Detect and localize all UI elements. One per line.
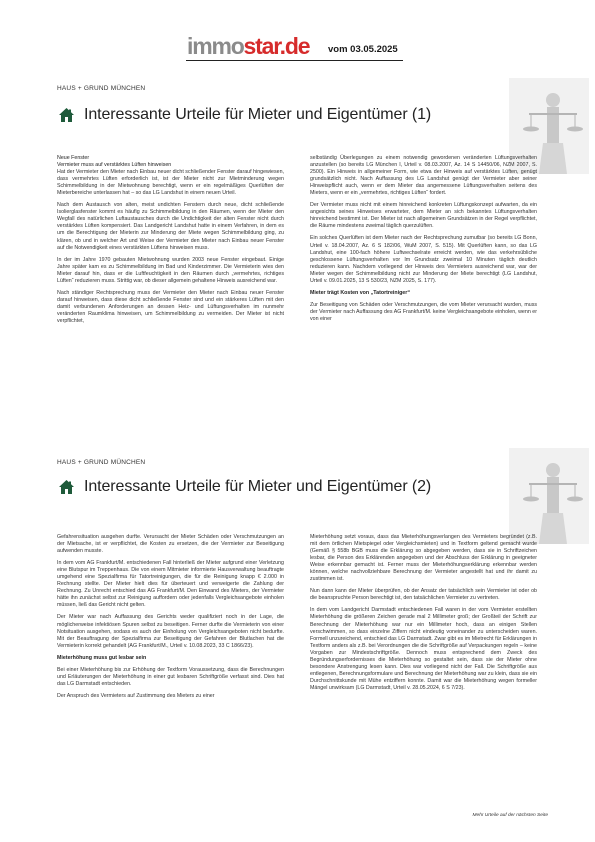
paragraph: Zur Beseitigung von Schäden oder Verschmutzungen, die vom Mieter verursacht wurden, muss der Vermieter nach Auffassung des AG Frankfurt/M. keine Vergleichsangebote einholen, wenn er von einer: [310, 301, 537, 322]
subheading-neue-fenster: Neue Fenster: [57, 155, 90, 161]
article-2-kicker: HAUS + GRUND MÜNCHEN: [57, 459, 146, 466]
logo-part2: star.de: [243, 33, 310, 59]
paragraph: Nach dem Austausch von alten, meist undichten Fenstern durch neue, dicht schließende Isolierglasfenster kommt es häufig zu Schimmelbildung in den Räumen, wenn der Mieter den Wegfall des natürlichen Luftaustausches durch die Undichtigkeit der alten Fenster nicht durch verstärktes Lüften kompensiert. Das Landgericht Landshut hatte in einem Verfahren, in dem es um die Berechtigung der Mieterin zur Minderung der Miete wegen Schimmelbildung ging, zu klären, ob und in welcher Art und Weise der Vermieter den Mieter nach Einbau neuer Fenster auf die Notwendigkeit eines verstärkten Lüftens hinweisen muss.: [57, 202, 284, 251]
article-1-kicker: HAUS + GRUND MÜNCHEN: [57, 85, 146, 92]
paragraph: Mieterhöhung setzt voraus, dass das Mieterhöhungsverlangen des Vermieters begründet (z.B. mit dem örtlichen Mietspiegel oder Vergleichsmieten) und in Textform geltend gemacht wurde (Gemäß § 558b BGB muss die Erklärung so abgegeben werden, dass sie in Schriftzeichen lesbar, die Person des Erklärenden angegeben und der Abschluss der Erklärung in geeigneter Weise erkennbar gemacht ist. Ferner muss der Mieterhöhungserklärung erkennbar werden können, welche nachvollziehbare Berechnung der Vermieter angestellt hat und ihr damit zu zustimmen ist.: [310, 534, 537, 583]
paragraph: Nun dann kann der Mieter überprüfen, ob der Ansatz der tatsächlich sein Vermieter ist oder ob die beanspruchte Person berechtigt ist, den tatsächlichen Vermieter zu vertreten.: [310, 588, 537, 602]
subheading-lueften: Vermieter muss auf verstärktes Lüften hinweisen: [57, 162, 172, 169]
article-2-title: Interessante Urteile für Mieter und Eigentümer (2): [84, 478, 432, 495]
masthead-rule: [186, 60, 403, 61]
logo-part1: immo: [187, 33, 244, 59]
house-icon: [58, 107, 75, 123]
paragraph: In dem vom Landgericht Darmstadt entschiedenen Fall waren in der vom Vermieter erstellten Mieterhöhung die größeren Zeichen gerade mal 2 Millimeter groß; der Großteil der Schrift zur Berechnung der Mieterhöhung war nur ein Millimeter hoch, dass an einigen Stellen verschwimmen, so dass einzelne Ziffern nicht eindeutig voneinander zu unterscheiden waren. Formell unzureichend, entschied das LG Darmstadt. Zwar gibt es im Mietrecht für Erklärungen in Textform anders als z.B. bei Verordnungen die die Schriftgröße auf Verpackungen regeln – keine Vorgaben zur Mindestschriftgröße. Dennoch muss entsprechend dem Zweck des Begründungserfordernisses die Mieterhöhung so gestaltet sein, dass sie der Mieter ohne besondere Anstrengung lesen kann. Dies war vorliegend nicht der Fall. Die Schriftgröße aus entlegenen, Berechnungsformulare und Berechnung der Mieterhöhung war zu klein, dass sie ein Durchschnittskunde mit Mühe entziffern konnte. Damit war die Mieterhöhung wegen formeller Mängel unwirksam (LG Darmstadt, Urteil v. 28.05.2024, 6 S 7/23).: [310, 607, 537, 691]
continued-note: Mehr Urteile auf der nächsten Seite: [472, 813, 548, 818]
immostar-logo[interactable]: [187, 33, 309, 59]
paragraph: Ein solches Querlüften ist dem Mieter nach der Rechtsprechung zumutbar (so bereits LG Bonn, Urteil v. 18.04.2007, Az. 6 S 182/06, WuM 2007, S. 515). Mit Querlüften kann, so das LG Landshut, eine 100-fach höhere Luftwechselrate erreicht werden, wie das verkehrsübliche geschlossene Lüftungsverhalten vor Im Grundsatz zweimal 10 Minuten täglich deutlich reduzieren kann. Nachdem vorliegend der Hinweis des Vermieters ausreichend war, war der Mieter wegen der Schimmelbildung nicht zur Minderung der Miete berechtigt (LG Landshut, Urteil v. 09.01.2025, 13 S 530/23, NZM 2025, S. 177).: [310, 235, 537, 284]
paragraph: Hat der Vermieter den Mieter nach Einbau neuer dicht schließender Fenster darauf hingewiesen, dass vermehrtes Lüften erforderlich ist, ist der Mieter nicht zur Mietminderung wegen Schimmelbildung in der Mietwohnung berechtigt, wenn er ein regelmäßiges Querlüften der Mieterbereiche unterlassen hat – so das LG Landshut in einem neuen Urteil.: [57, 169, 284, 197]
article-2-right-column: [310, 534, 537, 697]
paragraph: Der Vermieter muss nicht mit einem hinreichend konkreten Lüftungskonzept aufwarten, da ein angesichts seines Hinweises erwarteter, dem Mieter an sich bekanntes Lüftungsverhalten hinreichend bestimmt ist. Der Mieter ist nach allgemeinen Grundsätzen in der Regel verpflichtet, die Räume mindestens zweimal täglich querzulüften.: [310, 202, 537, 230]
article-1-right-column: [310, 155, 537, 328]
issue-date: vom 03.05.2025: [328, 44, 398, 55]
paragraph: Bei einer Mieterhöhung bis zur Erhöhung der Textform Voraussetzung, dass die Berechnungen und Erläuterungen der Mieterhöhung in einer gut lesbaren Schriftgröße verfasst sind. Dies hat das LG Darmstadt entschieden.: [57, 666, 284, 687]
paragraph: Gefahrensituation ausgehen durfte. Verursacht der Mieter Schäden oder Verschmutzungen an der Mietsache, ist er verpflichtet, die Kosten zu ersetzen, die der Vermieter zur Beseitigung aufwenden musste.: [57, 534, 284, 555]
paragraph: In dem vom AG Frankfurt/M. entschiedenen Fall hinterließ der Mieter aufgrund einer Verletzung eine Blutspur im Treppenhaus. Die von einem Mitmieter informierte Hausverwaltung beauftragte umgehend eine Spezialfirma für Tatortreinigungen, die für die Reinigung knapp € 2.000 in Rechnung stellte. Der Mieter hielt dies für überteuert und verweigerte die Zahlung der Rechnung. Zu Unrecht entschied das AG Frankfurt/M. Den Einwand des Mieters, der Vermieter hätte ihn zunächst selbst zur Reinigung auffordern oder jedenfalls Vergleichsangebote einholen müssen, ließ das Gericht nicht gelten.: [57, 560, 284, 609]
paragraph: Nach ständiger Rechtsprechung muss der Vermieter den Mieter nach Einbau neuer Fenster darauf hinweisen, dass diese dicht schließende Fenster sind und ein stärkeres Lüften mit den damit verbundenen Anforderungen an dessen Heiz- und Lüftungsverhalten im nunmehr veränderten Raumklima hinweisen, um Schimmelbildung zu vermeiden. Der Mieter ist nicht verpflichtet,: [57, 289, 284, 324]
article-1-left-column: [57, 155, 284, 330]
subheading-mieterhoehung: Mieterhöhung muss gut lesbar sein: [57, 654, 147, 661]
article-2-left-column: [57, 534, 284, 705]
paragraph: Der Anspruch des Vermieters auf Zustimmung des Mieters zu einer: [57, 692, 215, 699]
article-1-title: Interessante Urteile für Mieter und Eigentümer (1): [84, 106, 432, 123]
paragraph: In der im Jahre 1970 gebauten Mietwohnung wurden 2003 neue Fenster eingebaut. Einige Jahre später kam es zu Schimmelbildung im Bad und Kinderzimmer. Die Vermieterin wies den Mieter darauf hin, dass er die Luftfeuchtigkeit in den Räumen durch „vermehrtes, richtiges Lüften“ reduzieren muss. Strittig war, ob dieser allgemein gehaltene Hinweis ausreichend war.: [57, 256, 284, 284]
justice-statue-icon: [509, 448, 589, 544]
paragraph: selbständig Überlegungen zu einem notwendig gewordenen veränderten Lüftungsverhalten anzustellen (so bereits LG München I, Urteil v. 08.03.2007, Az. 14 S 14450/06, NZM 2007, S. 2500). Ein Hinweis in allgemeiner Form, wie etwa der Hinweis auf verstärktes Lüften, genügt grundsätzlich nicht. Nach Auffassung des LG Landshut genügt der Vermieter aber seiner Hinweispflicht auch, wenn er dem Mieter das angemessene Lüftungsverhalten seitens des Mieters, wenn er ein „vermehrtes, richtiges Lüften“ fordert.: [310, 155, 537, 197]
paragraph: Der Mieter war nach Auffassung des Gerichts weder qualifiziert noch in der Lage, die möglicherweise infektiösen Spuren selbst zu beseitigen. Ferner durfte die Vermieterin von einer Notsituation ausgehen, sodass es auch der Einholung von Vergleichsangeboten nicht bedurfte. Mit der Beauftragung der Spezialfirma zur Beseitigung der Gefahren der Blutlachen hat die Vermieterin korrekt gehandelt (AG Frankfurt/M., Urteil v. 10.08.2023, 33 C 1866/23).: [57, 614, 284, 649]
house-icon: [58, 479, 75, 495]
subheading-tatortreiniger: Mieter trägt Kosten von „Tatortreiniger“: [310, 289, 410, 296]
